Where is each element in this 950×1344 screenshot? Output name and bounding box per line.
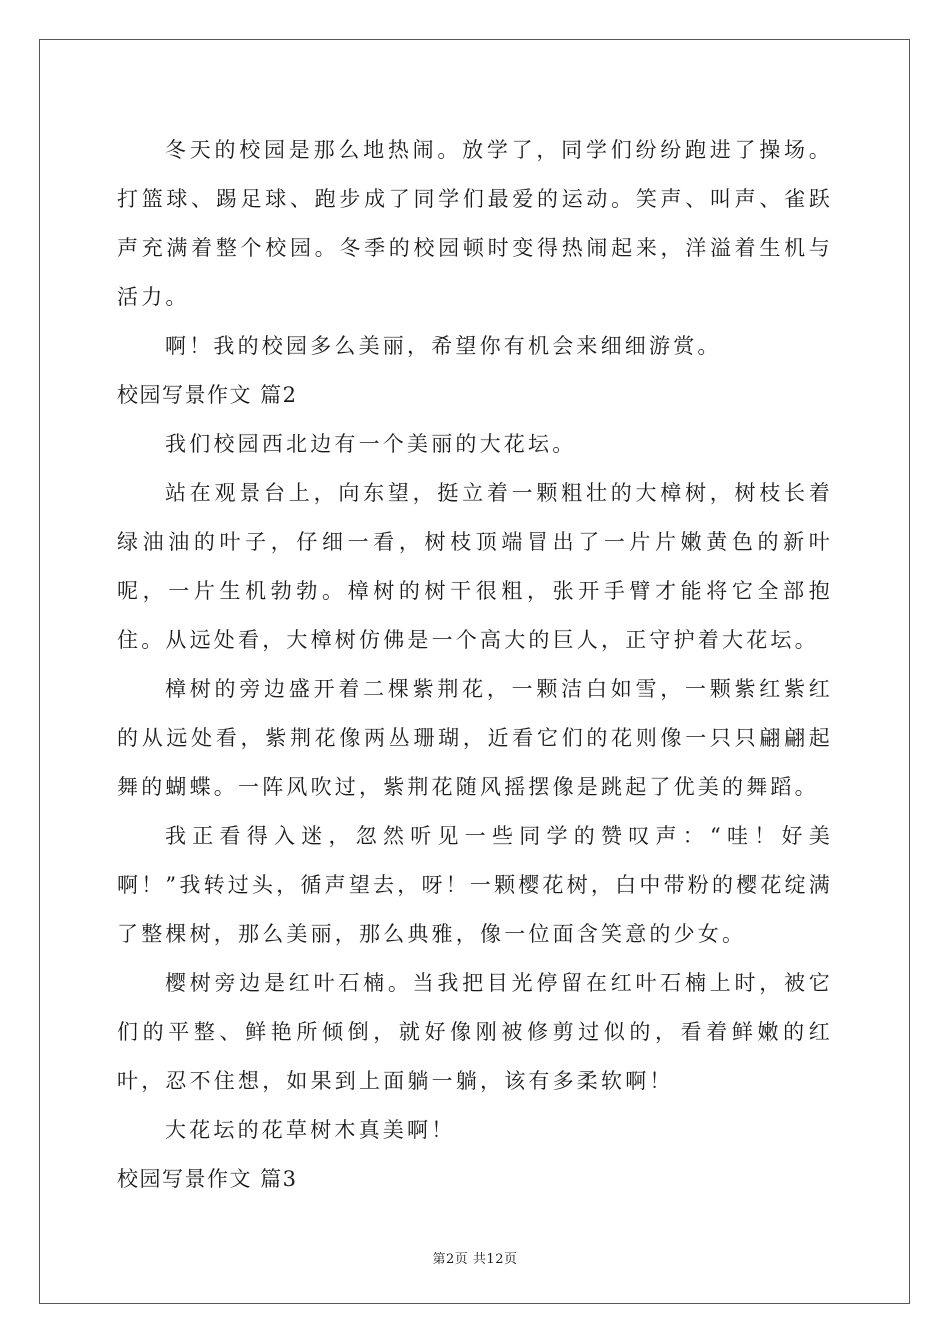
paragraph: 樱树旁边是红叶石楠。当我把目光停留在红叶石楠上时，被它们的平整、鲜艳所倾倒，就好像刚被修剪过似的，看着鲜嫩的红叶，忍不住想，如果到上面躺一躺，该有多柔软啊！ xyxy=(117,971,833,1093)
paragraph: 大花坛的花草树木真美啊！ xyxy=(165,1118,456,1142)
paragraph: 啊！我的校园多么美丽，希望你有机会来细细游赏。 xyxy=(165,334,722,358)
paragraph: 我们校园西北边有一个美丽的大花坛。 xyxy=(165,432,577,456)
section-heading: 校园写景作文 篇3 xyxy=(117,1167,298,1191)
document-body xyxy=(117,126,833,1204)
page-footer: 第2页 共12页 xyxy=(432,1252,518,1267)
paragraph: 樟树的旁边盛开着二棵紫荆花，一颗洁白如雪，一颗紫红紫红的从远处看，紫荆花像两丛珊瑚，近看它们的花则像一只只翩翩起舞的蝴蝶。一阵风吹过，紫荆花随风摇摆像是跳起了优美的舞蹈。 xyxy=(117,677,833,799)
paragraph: 冬天的校园是那么地热闹。放学了，同学们纷纷跑进了操场。打篮球、踢足球、跑步成了同学们最爱的运动。笑声、叫声、雀跃声充满着整个校园。冬季的校园顿时变得热闹起来，洋溢着生机与活力。 xyxy=(117,138,833,309)
paragraph: 站在观景台上，向东望，挺立着一颗粗壮的大樟树，树枝长着绿油油的叶子，仔细一看，树枝顶端冒出了一片片嫩黄色的新叶呢，一片生机勃勃。樟树的树干很粗，张开手臂才能将它全部抱住。从远处看，大樟树仿佛是一个高大的巨人，正守护着大花坛。 xyxy=(117,481,833,652)
paragraph: 我正看得入迷，忽然听见一些同学的赞叹声：“哇！好美啊！”我转过头，循声望去，呀！一颗樱花树，白中带粉的樱花绽满了整棵树，那么美丽，那么典雅，像一位面含笑意的少女。 xyxy=(117,824,833,946)
section-heading: 校园写景作文 篇2 xyxy=(117,383,298,407)
